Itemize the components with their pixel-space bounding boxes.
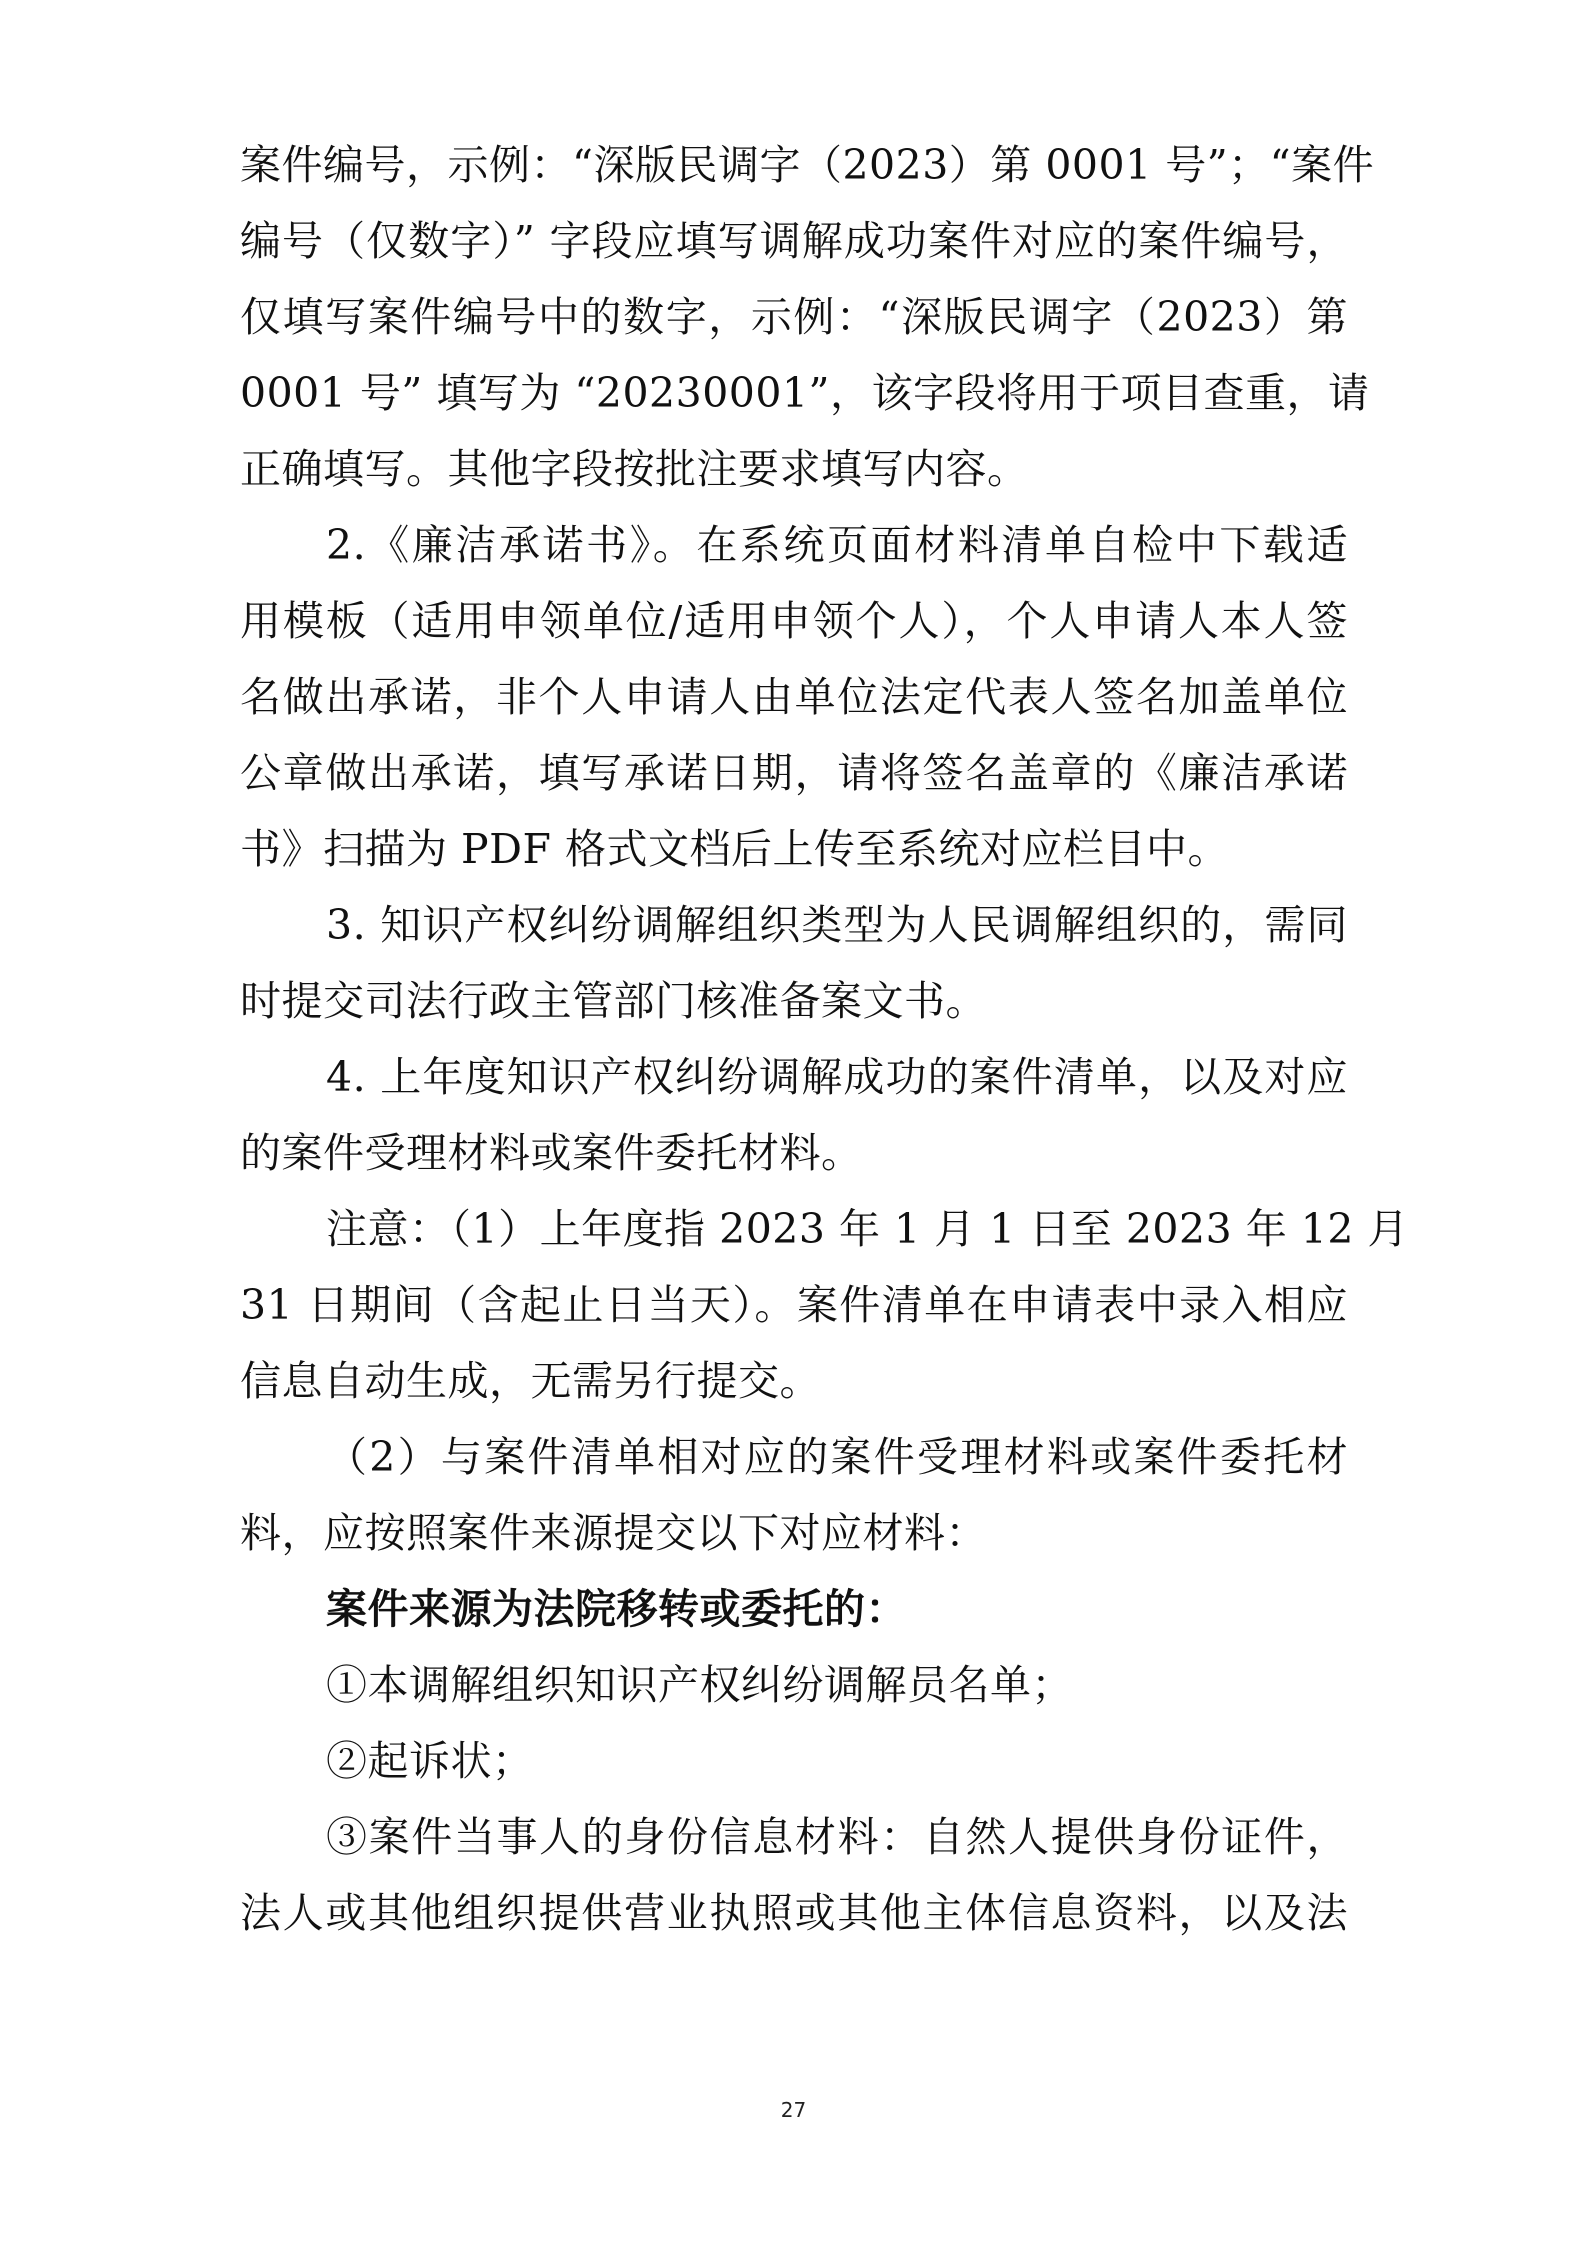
text-line: 31 日期间（含起止日当天）。案件清单在申请表中录入相应 [240,1281,1348,1329]
text-line: 注意：（1）上年度指 2023 年 1 月 1 日至 2023 年 12 月 [326,1205,1409,1253]
text-line: 名做出承诺，非个人申请人由单位法定代表人签名加盖单位 [240,673,1348,721]
text-line: 书》扫描为 PDF 格式文档后上传至系统对应栏目中。 [240,825,1229,873]
section-heading: 案件来源为法院移转或委托的： [326,1585,907,1633]
list-item: ②起诉状； [326,1737,534,1785]
text-line: 公章做出承诺，填写承诺日期，请将签名盖章的《廉洁承诺 [240,749,1348,797]
text-line: 0001 号” 填写为 “20230001”，该字段将用于项目查重，请 [240,369,1370,417]
text-line: 案件编号，示例：“深版民调字（2023）第 0001 号”；“案件 [240,141,1375,189]
text-line: 正确填写。其他字段按批注要求填写内容。 [240,445,1029,493]
text-line: （2）与案件清单相对应的案件受理材料或案件委托材 [326,1433,1348,1481]
text-line: 3. 知识产权纠纷调解组织类型为人民调解组织的，需同 [326,901,1348,949]
page-number: 27 [780,2098,807,2122]
text-line: 料，应按照案件来源提交以下对应材料： [240,1509,987,1557]
text-line: 编号（仅数字）” 字段应填写调解成功案件对应的案件编号， [240,217,1348,265]
text-line: 2.《廉洁承诺书》。在系统页面材料清单自检中下载适 [326,521,1348,569]
text-line: 用模板（适用申领单位/适用申领个人），个人申请人本人签 [240,597,1348,645]
list-item: ③案件当事人的身份信息材料：自然人提供身份证件， [326,1813,1348,1861]
text-line: 信息自动生成，无需另行提交。 [240,1357,821,1405]
text-line: 法人或其他组织提供营业执照或其他主体信息资料，以及法 [240,1889,1348,1937]
text-line: 仅填写案件编号中的数字，示例：“深版民调字（2023）第 [240,293,1348,341]
text-line: 时提交司法行政主管部门核准备案文书。 [240,977,987,1025]
text-line: 4. 上年度知识产权纠纷调解成功的案件清单，以及对应 [326,1053,1348,1101]
list-item: ①本调解组织知识产权纠纷调解员名单； [326,1661,1073,1709]
text-line: 的案件受理材料或案件委托材料。 [240,1129,863,1177]
